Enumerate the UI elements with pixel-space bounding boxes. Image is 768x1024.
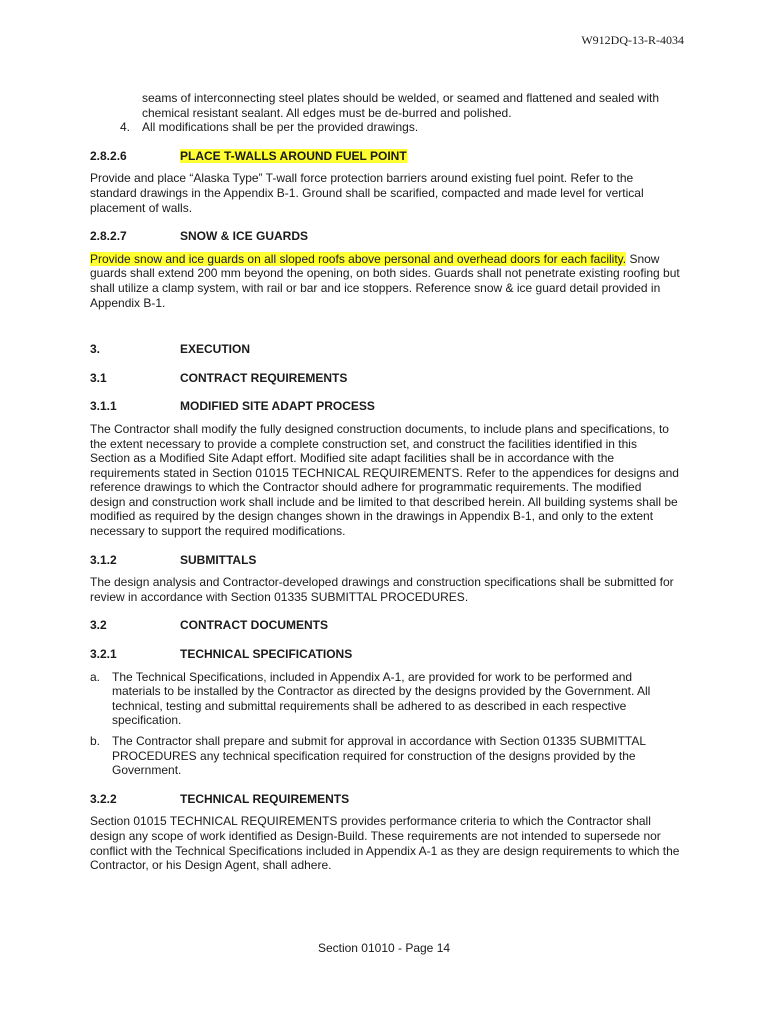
- list-item-a-text: The Technical Specifications, included in Appendix A-1, are provided for work to be performed and materials to be installed by the Contractor as directed by the designs provided by the Government. All technical, testing and submittal requirements shall be adhered to as described in each respective specification.: [112, 669, 651, 728]
- section-3-heading: [90, 342, 680, 357]
- section-3-2-1-heading: [90, 647, 680, 662]
- continued-list-text: seams of interconnecting steel plates should be welded, or seamed and flattened and sealed with chemical resistant sealant. All edges must be de-burred and polished.: [142, 91, 659, 120]
- section-title: CONTRACT REQUIREMENTS: [180, 370, 348, 385]
- section-number: 2.8.2.6: [90, 148, 127, 163]
- section-number: 3.1.2: [90, 552, 117, 567]
- page-footer: Section 01010 - Page 14: [317, 941, 451, 955]
- section-3-2-2-body: Section 01015 TECHNICAL REQUIREMENTS provides performance criteria to which the Contractor shall design any scope of work identified as Design-Build. These requirements are not intended to supersede nor conflict with the Technical Specifications included in Appendix A-1 as they are design requirements to which the Contractor, or his Design Agent, shall adhere.: [90, 814, 680, 873]
- section-title: MODIFIED SITE ADAPT PROCESS: [180, 399, 375, 414]
- section-number: 2.8.2.7: [90, 229, 127, 244]
- section-title: TECHNICAL SPECIFICATIONS: [180, 647, 353, 662]
- list-item-4: [120, 120, 680, 135]
- list-item-b-text: The Contractor shall prepare and submit for approval in accordance with Section 01335 SUBMITTAL PROCEDURES any technical specification required for construction of the designs provided by the Government.: [112, 734, 646, 778]
- section-3-1-1-heading: [90, 399, 680, 414]
- section-title: SUBMITTALS: [180, 552, 257, 567]
- section-title: TECHNICAL REQUIREMENTS: [180, 791, 350, 806]
- section-title: CONTRACT DOCUMENTS: [180, 618, 328, 633]
- section-title: EXECUTION: [180, 342, 251, 357]
- section-3-1-heading: [90, 371, 680, 386]
- section-number: 3.2.1: [90, 647, 117, 662]
- section-3-2-2-heading: [90, 792, 680, 807]
- section-3-2-heading: [90, 618, 680, 633]
- section-2-8-2-7-body: [90, 252, 680, 310]
- list-item-4-number: 4.: [120, 120, 131, 135]
- section-number: 3.2.2: [90, 791, 117, 806]
- section-2-8-2-6-body: Provide and place “Alaska Type” T-wall force protection barriers around existing fuel point. Refer to the standard drawings in the Appendix B-1. Ground shall be scarified, compacted and made level for vertical placement of walls.: [90, 171, 644, 215]
- body-text: Snow guards shall extend 200 mm beyond the opening, on both sides. Guards shall not penetrate existing roofing but shall utilize a clamp system, with rail or bar and ice stoppers. Reference snow & ice guard detail provided in Appendix B-1.: [90, 251, 680, 310]
- document-id: W912DQ-13-R-4034: [581, 33, 684, 47]
- section-3-1-2-body: The design analysis and Contractor-developed drawings and construction specifications shall be submitted for review in accordance with Section 01335 SUBMITTAL PROCEDURES.: [90, 575, 674, 604]
- document-body: [90, 91, 680, 875]
- list-item-a: [90, 670, 680, 728]
- list-item-4-text: All modifications shall be per the provided drawings.: [142, 120, 419, 135]
- section-2-8-2-6-heading: [90, 149, 680, 164]
- section-number: 3.: [90, 342, 101, 357]
- section-3-1-1-body: The Contractor shall modify the fully designed construction documents, to include plans and specifications, to the extent necessary to provide a complete construction set, and construct the facilities identified in this Section as a Modified Site Adapt effort. Modified site adapt facilities shall be in accordance with the requirements stated in Section 01015 TECHNICAL REQUIREMENTS. Refer to the appendices for designs and reference drawings to which the Contractor should adhere for programmatic requirements. The modified design and construction work shall include and be limited to that described herein. All building systems shall be modified as required by the design changes shown in the drawings in Appendix B-1, and only to the extent necessary to support the required modifications.: [90, 421, 679, 539]
- section-2-8-2-7-heading: [90, 229, 680, 244]
- section-title: SNOW & ICE GUARDS: [180, 229, 309, 244]
- list-item-b: [90, 734, 680, 778]
- section-3-1-2-heading: [90, 553, 680, 568]
- section-number: 3.1: [90, 370, 107, 385]
- section-number: 3.1.1: [90, 399, 117, 414]
- list-item-b-marker: b.: [90, 734, 101, 748]
- section-title: PLACE T-WALLS AROUND FUEL POINT: [180, 148, 407, 163]
- list-item-a-marker: a.: [90, 669, 101, 684]
- highlighted-text: Provide snow and ice guards on all sloped roofs above personal and overhead doors for each facility.: [90, 251, 627, 266]
- section-number: 3.2: [90, 618, 107, 633]
